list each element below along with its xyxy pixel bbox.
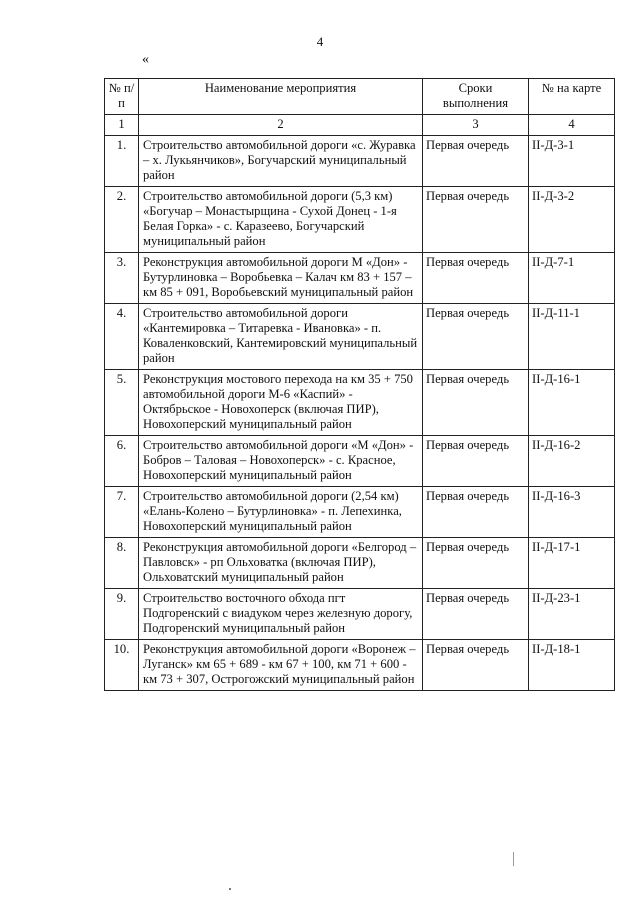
column-number: 3 xyxy=(423,115,529,136)
activity-name: Реконструкция автомобильной дороги «Белгород – Павловск» - рп Ольховатка (включая ПИР), Ольховатский муниципальный район xyxy=(139,538,423,589)
row-number: 10. xyxy=(105,640,139,691)
activity-name: Реконструкция мостового перехода на км 35 + 750 автомобильной дороги М-6 «Каспий» - Октябрьское - Новохоперск (включая ПИР), Новохоперский муниципальный район xyxy=(139,370,423,436)
header-deadline: Сроки выполнения xyxy=(423,79,529,115)
table-row xyxy=(105,487,615,538)
row-number: 3. xyxy=(105,253,139,304)
table-row xyxy=(105,253,615,304)
activity-name: Строительство автомобильной дороги (2,54 км) «Елань-Колено – Бутурлиновка» - п. Лепехинка, Новохоперский муниципальный район xyxy=(139,487,423,538)
activity-name: Строительство автомобильной дороги «с. Журавка – х. Лукьянчиков», Богучарский муниципальный район xyxy=(139,136,423,187)
row-number: 5. xyxy=(105,370,139,436)
map-number: II-Д-11-1 xyxy=(529,304,615,370)
page-number: 4 xyxy=(316,34,324,49)
deadline: Первая очередь xyxy=(423,487,529,538)
map-number: II-Д-17-1 xyxy=(529,538,615,589)
deadline: Первая очередь xyxy=(423,136,529,187)
activity-name: Строительство автомобильной дороги «М «Дон» - Бобров – Таловая – Новохоперск» - с. Красное, Новохоперский муниципальный район xyxy=(139,436,423,487)
deadline: Первая очередь xyxy=(423,304,529,370)
map-number: II-Д-18-1 xyxy=(529,640,615,691)
scan-mark xyxy=(513,852,514,866)
column-number: 4 xyxy=(529,115,615,136)
deadline: Первая очередь xyxy=(423,640,529,691)
table-row xyxy=(105,538,615,589)
deadline: Первая очередь xyxy=(423,538,529,589)
map-number: II-Д-3-2 xyxy=(529,187,615,253)
map-number: II-Д-23-1 xyxy=(529,589,615,640)
deadline: Первая очередь xyxy=(423,436,529,487)
header-activity-name: Наименование мероприятия xyxy=(139,79,423,115)
row-number: 7. xyxy=(105,487,139,538)
deadline: Первая очередь xyxy=(423,370,529,436)
table-row xyxy=(105,589,615,640)
row-number: 9. xyxy=(105,589,139,640)
row-number: 6. xyxy=(105,436,139,487)
header-number: № п/п xyxy=(105,79,139,115)
map-number: II-Д-7-1 xyxy=(529,253,615,304)
header-map-number: № на карте xyxy=(529,79,615,115)
table-row xyxy=(105,187,615,253)
table-row xyxy=(105,304,615,370)
deadline: Первая очередь xyxy=(423,187,529,253)
column-number-row xyxy=(105,115,615,136)
row-number: 8. xyxy=(105,538,139,589)
table-row xyxy=(105,136,615,187)
deadline: Первая очередь xyxy=(423,253,529,304)
table-header-row xyxy=(105,79,615,115)
column-number: 2 xyxy=(139,115,423,136)
map-number: II-Д-3-1 xyxy=(529,136,615,187)
opening-quote: « xyxy=(142,52,149,67)
map-number: II-Д-16-3 xyxy=(529,487,615,538)
row-number: 4. xyxy=(105,304,139,370)
table-body xyxy=(105,136,615,691)
scan-dot xyxy=(229,888,231,890)
activity-name: Реконструкция автомобильной дороги М «Дон» - Бутурлиновка – Воробьевка – Калач км 83 + 157 – км 85 + 091, Воробьевский муниципальный район xyxy=(139,253,423,304)
map-number: II-Д-16-1 xyxy=(529,370,615,436)
deadline: Первая очередь xyxy=(423,589,529,640)
column-number: 1 xyxy=(105,115,139,136)
map-number: II-Д-16-2 xyxy=(529,436,615,487)
row-number: 2. xyxy=(105,187,139,253)
activity-name: Строительство восточного обхода пгт Подгоренский с виадуком через железную дорогу, Подгоренский муниципальный район xyxy=(139,589,423,640)
row-number: 1. xyxy=(105,136,139,187)
activity-name: Строительство автомобильной дороги (5,3 км) «Богучар – Монастырщина - Сухой Донец - 1-я Белая Горка» - с. Каразеево, Богучарский муниципальный район xyxy=(139,187,423,253)
table-row xyxy=(105,370,615,436)
activities-table xyxy=(104,78,615,691)
table-row xyxy=(105,436,615,487)
activity-name: Строительство автомобильной дороги «Кантемировка – Титаревка - Ивановка» - п. Коваленковский, Кантемировский муниципальный район xyxy=(139,304,423,370)
table-row xyxy=(105,640,615,691)
activity-name: Реконструкция автомобильной дороги «Воронеж – Луганск» км 65 + 689 - км 67 + 100, км 71 + 600 - км 73 + 307, Острогожский муниципальный район xyxy=(139,640,423,691)
